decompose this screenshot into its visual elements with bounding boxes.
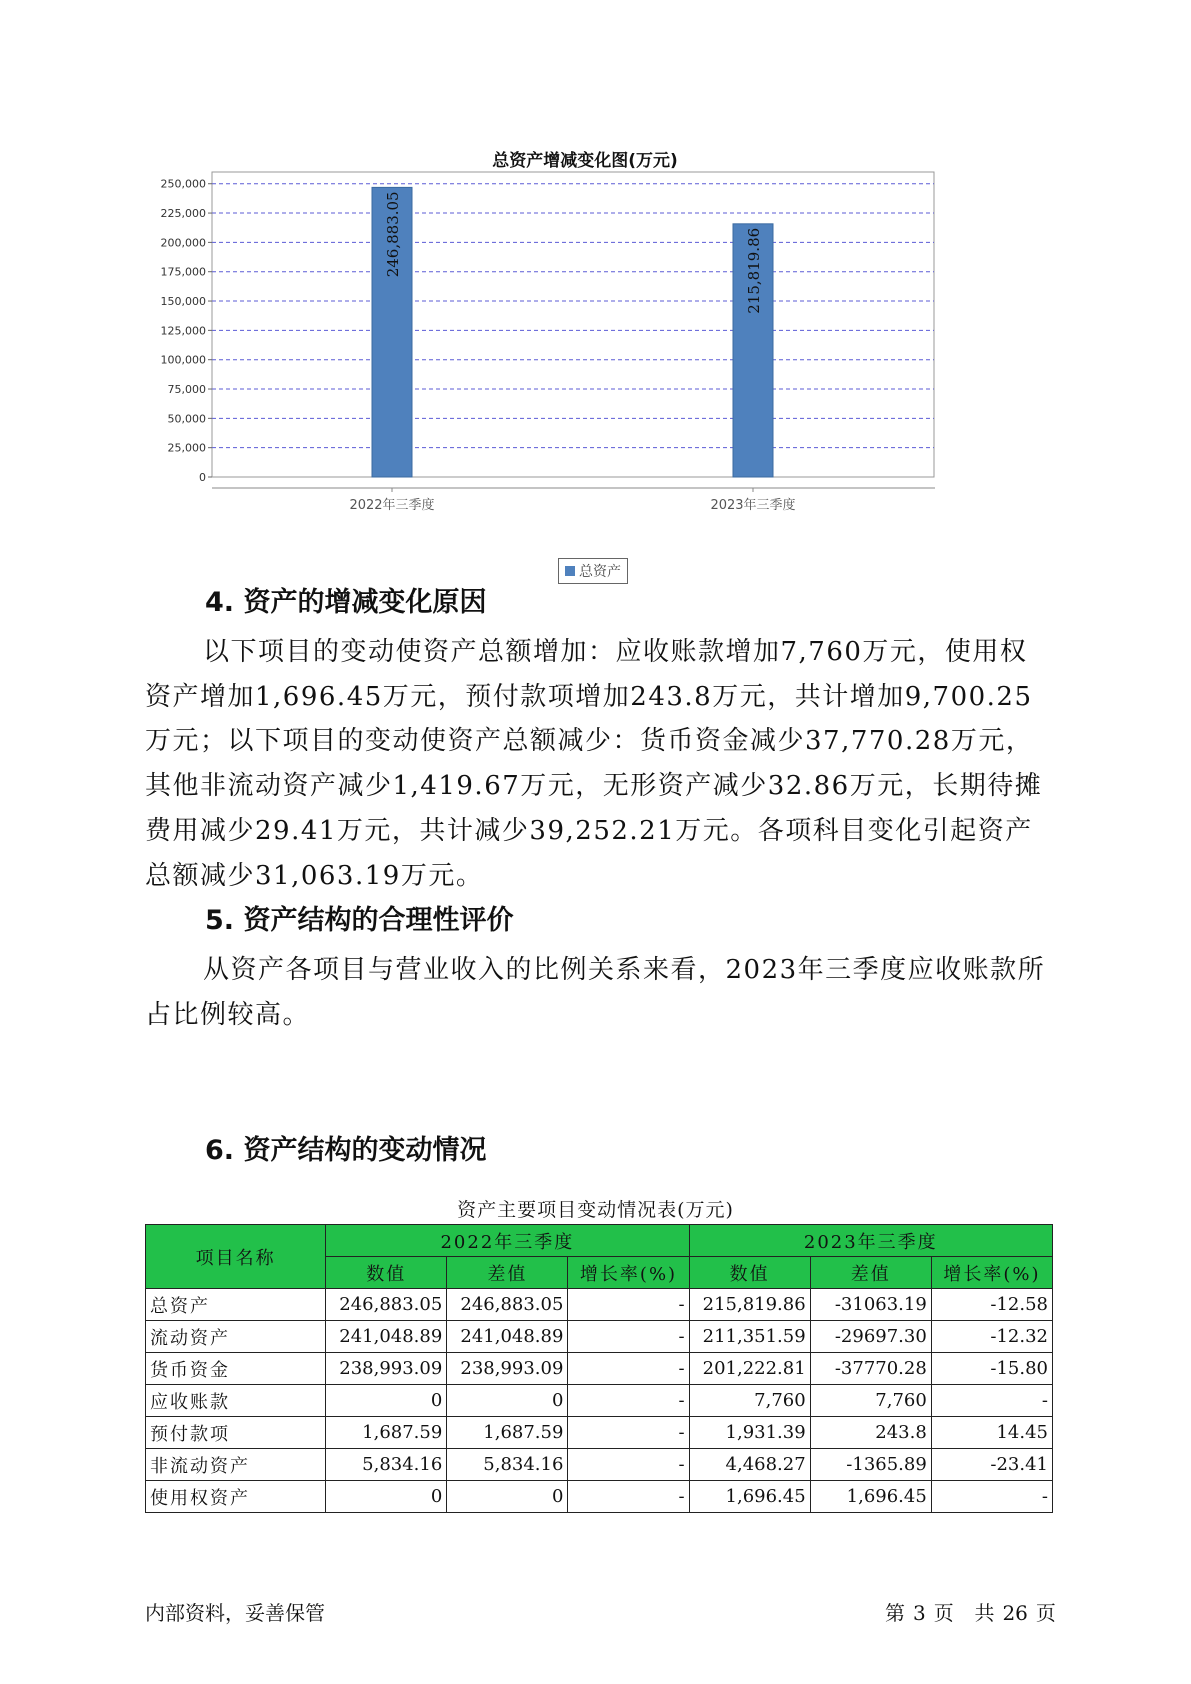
table-cell: 0: [447, 1385, 568, 1417]
table-title: 资产主要项目变动情况表(万元): [457, 1199, 734, 1221]
table-row: [146, 1385, 1053, 1417]
chart-title: 总资产增减变化图(万元): [492, 151, 678, 171]
section-5-text: 从资产各项目与营业收入的比例关系来看，2023年三季度应收账款所占比例较高。: [145, 955, 1046, 1030]
table-cell: 1,696.45: [689, 1481, 810, 1513]
table-cell: -31063.19: [810, 1289, 931, 1321]
table-cell: 0: [326, 1481, 447, 1513]
table-cell: -37770.28: [810, 1353, 931, 1385]
table-cell: 14.45: [931, 1417, 1052, 1449]
table-cell: 201,222.81: [689, 1353, 810, 1385]
table-cell: 5,834.16: [447, 1449, 568, 1481]
row-label: 非流动资产: [146, 1449, 326, 1481]
table-cell: 0: [447, 1481, 568, 1513]
table-cell: 241,048.89: [326, 1321, 447, 1353]
table-cell: 241,048.89: [447, 1321, 568, 1353]
asset-change-table: [145, 1224, 1053, 1513]
table-row: [146, 1481, 1053, 1513]
y-tick-label: 125,000: [160, 324, 206, 338]
table-cell: -: [568, 1481, 689, 1513]
table-cell: -: [931, 1481, 1052, 1513]
row-label: 使用权资产: [146, 1481, 326, 1513]
total-unit: 页: [1035, 1601, 1056, 1625]
table-cell: 238,993.09: [447, 1353, 568, 1385]
table-cell: 1,687.59: [326, 1417, 447, 1449]
row-label: 总资产: [146, 1289, 326, 1321]
table-cell: -: [568, 1353, 689, 1385]
table-cell: 4,468.27: [689, 1449, 810, 1481]
header-value-2022: 数值: [326, 1257, 447, 1289]
legend-swatch: [565, 566, 575, 576]
table-row: [146, 1417, 1053, 1449]
table-cell: 0: [326, 1385, 447, 1417]
table-cell: 5,834.16: [326, 1449, 447, 1481]
y-tick-label: 175,000: [160, 265, 206, 279]
table-cell: -: [931, 1385, 1052, 1417]
table-cell: 1,696.45: [810, 1481, 931, 1513]
y-tick-label: 100,000: [160, 353, 206, 367]
section-4-heading: 4. 资产的增减变化原因: [205, 587, 487, 618]
footer-page-number: [885, 1597, 1064, 1626]
table-cell: 215,819.86: [689, 1289, 810, 1321]
table-cell: -: [568, 1449, 689, 1481]
section-6-heading: 6. 资产结构的变动情况: [205, 1135, 487, 1166]
header-item-name: 项目名称: [146, 1225, 326, 1289]
table-cell: 243.8: [810, 1417, 931, 1449]
row-label: 预付款项: [146, 1417, 326, 1449]
table-cell: -12.32: [931, 1321, 1052, 1353]
y-tick-label: 225,000: [160, 207, 206, 221]
page-unit: 页: [933, 1601, 954, 1625]
row-label: 货币资金: [146, 1353, 326, 1385]
table-cell: 1,931.39: [689, 1417, 810, 1449]
table-cell: 7,760: [810, 1385, 931, 1417]
row-label: 流动资产: [146, 1321, 326, 1353]
y-tick-label: 75,000: [167, 383, 206, 397]
table-row: [146, 1449, 1053, 1481]
header-diff-2023: 差值: [810, 1257, 931, 1289]
table-row: [146, 1353, 1053, 1385]
section-5-body: [145, 948, 1050, 1037]
table-cell: -: [568, 1321, 689, 1353]
table-cell: 7,760: [689, 1385, 810, 1417]
page-current: 3: [913, 1601, 926, 1625]
header-period-2022: 2022年三季度: [326, 1225, 689, 1257]
data-label: 246,883.05: [384, 191, 402, 278]
table-cell: 211,351.59: [689, 1321, 810, 1353]
page-prefix: 第: [885, 1601, 905, 1625]
section-4-text: 以下项目的变动使资产总额增加：应收账款增加7,760万元，使用权资产增加1,696.45万元，预付款项增加243.8万元，共计增加9,700.25万元；以下项目的变动使资产总额减少：货币资金减少37,770.28万元，其他非流动资产减少1,419.67万元，无形资产减少32.86万元，长期待摊费用减少29.41万元，共计减少39,252.21万元。各项科目变化引起资产总额减少31,063.19万元。: [145, 637, 1043, 891]
y-tick-label: 0: [199, 471, 206, 484]
row-label: 应收账款: [146, 1385, 326, 1417]
table-cell: 246,883.05: [326, 1289, 447, 1321]
x-tick-label: 2023年三季度: [710, 498, 796, 513]
x-tick-label: 2022年三季度: [349, 498, 435, 513]
y-tick-label: 250,000: [160, 177, 206, 191]
total-assets-chart: [150, 140, 1020, 590]
table-cell: -15.80: [931, 1353, 1052, 1385]
header-period-2023: 2023年三季度: [689, 1225, 1052, 1257]
section-4-body: [145, 630, 1050, 898]
table-cell: -: [568, 1417, 689, 1449]
footer-confidential: 内部资料，妥善保管: [145, 1601, 325, 1625]
table-cell: -: [568, 1385, 689, 1417]
y-tick-label: 50,000: [167, 412, 206, 426]
table-cell: 238,993.09: [326, 1353, 447, 1385]
y-tick-label: 25,000: [167, 441, 206, 455]
table-cell: -23.41: [931, 1449, 1052, 1481]
header-diff-2022: 差值: [447, 1257, 568, 1289]
table-row: [146, 1289, 1053, 1321]
table-cell: 1,687.59: [447, 1417, 568, 1449]
table-cell: 246,883.05: [447, 1289, 568, 1321]
legend-label: 总资产: [579, 564, 621, 580]
table-cell: -12.58: [931, 1289, 1052, 1321]
page-total: 26: [1002, 1601, 1028, 1625]
y-tick-label: 150,000: [160, 295, 206, 309]
table-cell: -29697.30: [810, 1321, 931, 1353]
table-body: [146, 1289, 1053, 1513]
y-tick-label: 200,000: [160, 236, 206, 250]
header-value-2023: 数值: [689, 1257, 810, 1289]
chart-legend: [558, 558, 628, 584]
chart-canvas: [150, 140, 1020, 560]
total-prefix: 共: [974, 1601, 995, 1625]
table-cell: -1365.89: [810, 1449, 931, 1481]
table-cell: -: [568, 1289, 689, 1321]
plot-area: [212, 172, 934, 477]
section-5-heading: 5. 资产结构的合理性评价: [205, 905, 514, 936]
table-row: [146, 1321, 1053, 1353]
data-label: 215,819.86: [745, 227, 763, 314]
header-growth-2022: 增长率(%): [568, 1257, 689, 1289]
header-growth-2023: 增长率(%): [931, 1257, 1052, 1289]
